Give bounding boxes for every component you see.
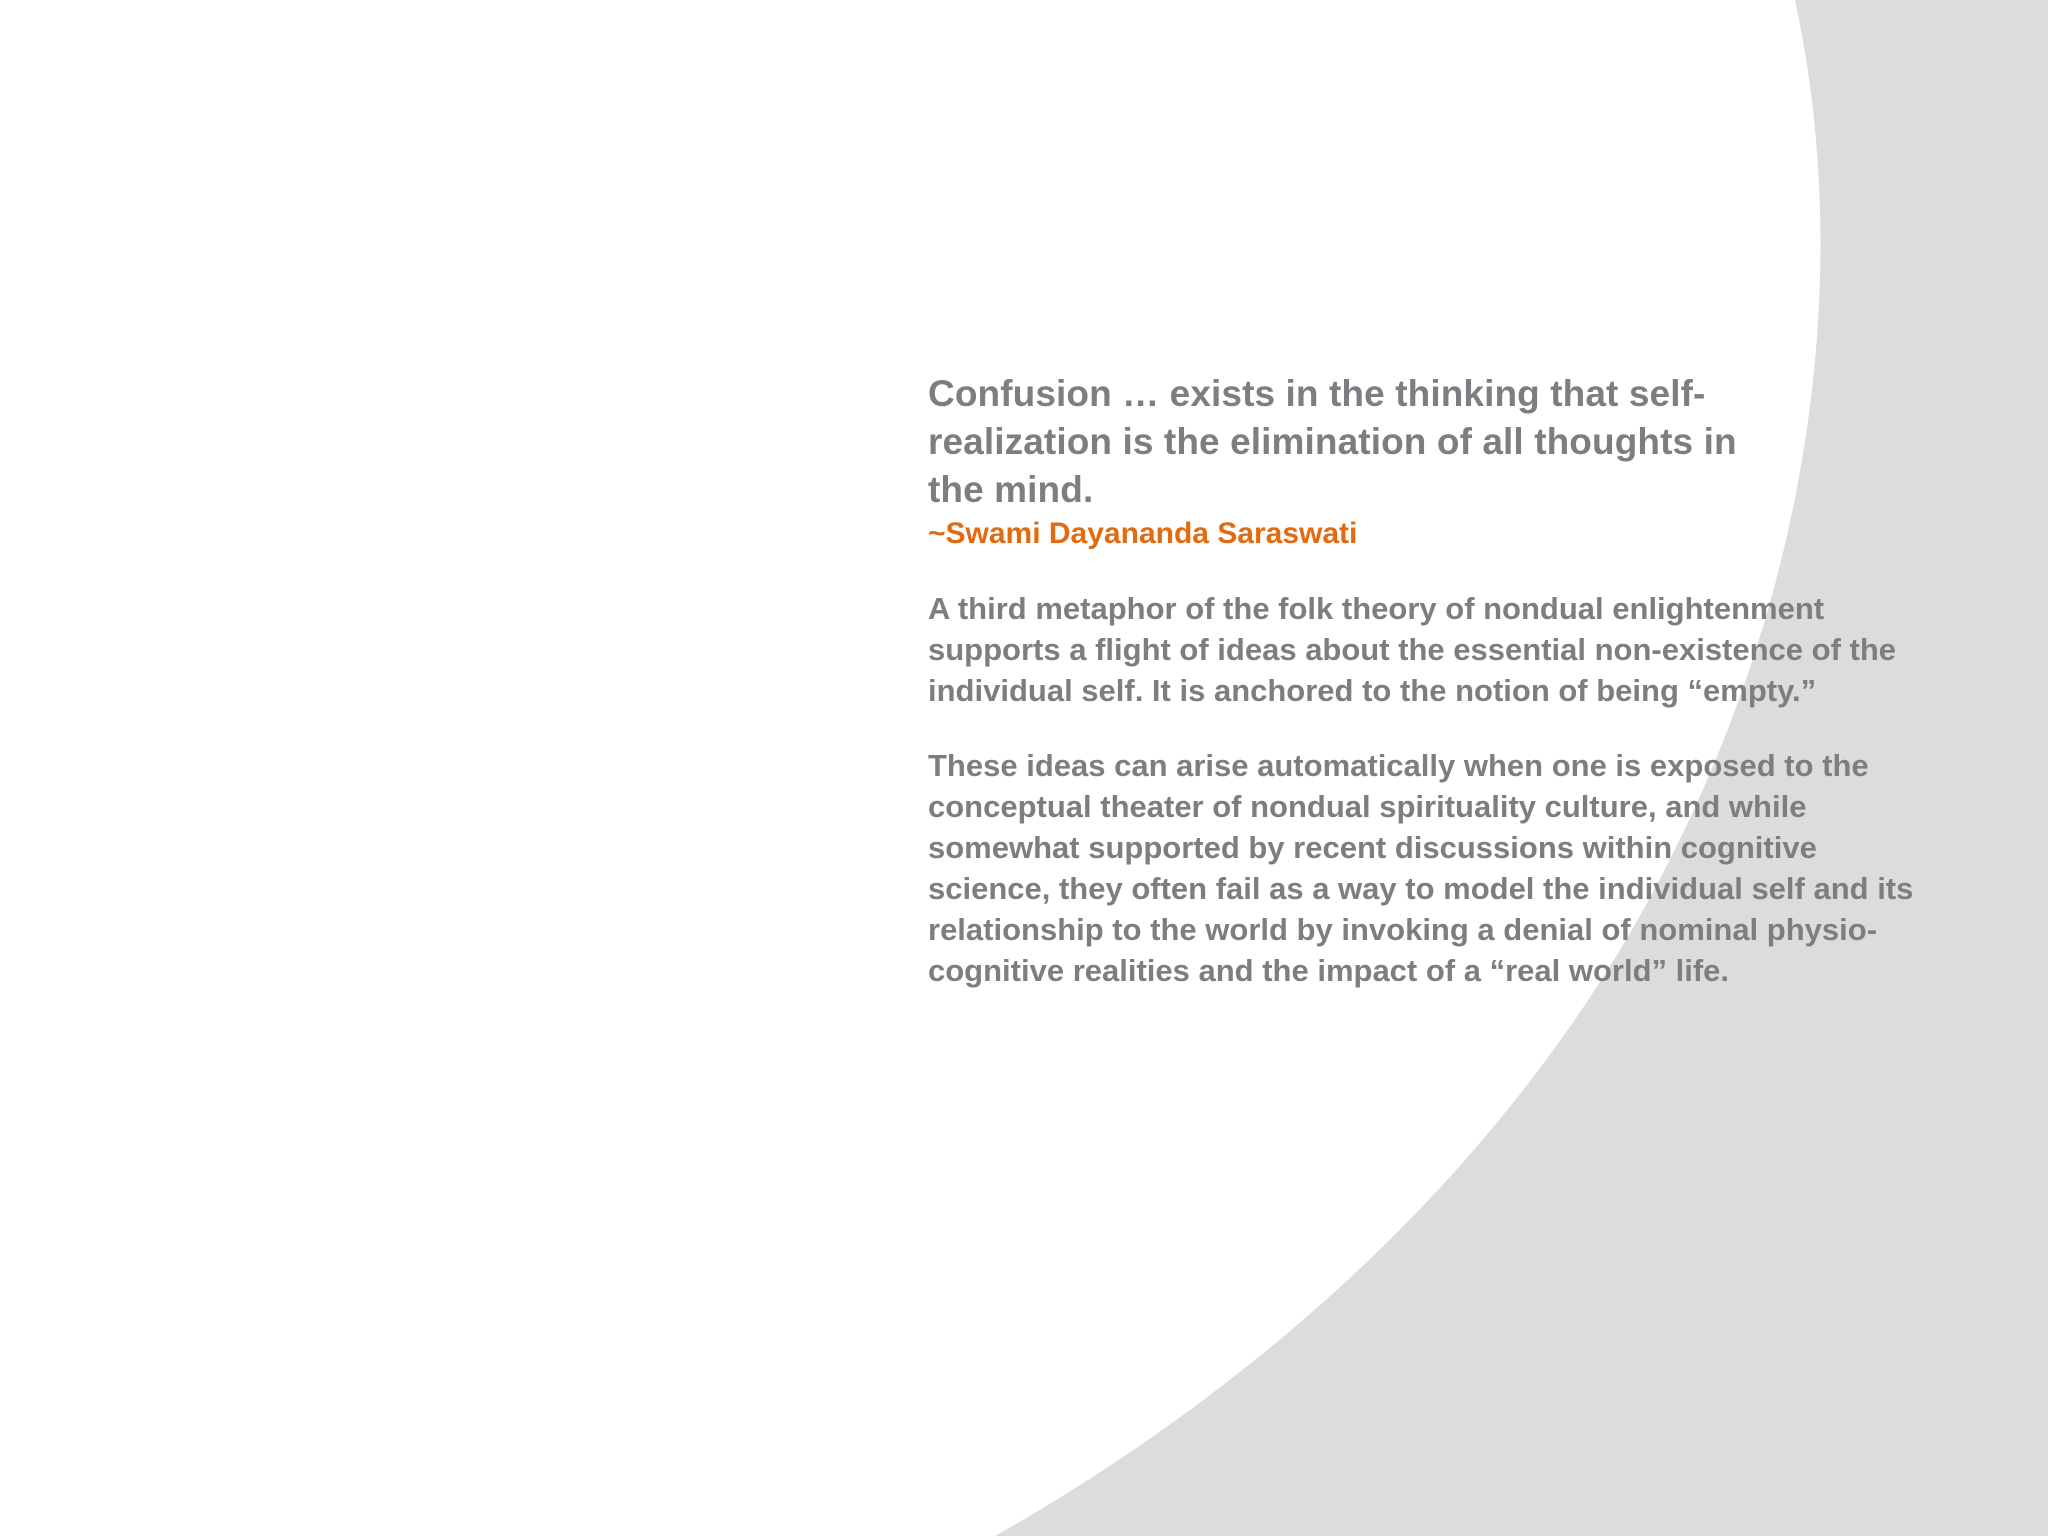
slide-text-block: [928, 370, 1928, 1025]
paragraph-2: These ideas can arise automatically when one is exposed to the conceptual theater of nondual spirituality culture, and while somewhat supported by recent discussions within cognitive science, they often fail as a way to model the individual self and its relationship to the world by invoking a denial of nominal physio-cognitive realities and the impact of a “real world” life.: [928, 748, 1914, 988]
paragraph-1: A third metaphor of the folk theory of nondual enlightenment supports a flight of ideas about the essential non-existence of the individual self. It is anchored to the notion of being “empty.”: [928, 591, 1897, 708]
quote-attribution: ~Swami Dayananda Saraswati: [928, 517, 1358, 550]
quote-text: Confusion … exists in the thinking that self-realization is the elimination of all thoughts in the mind.: [928, 373, 1737, 510]
